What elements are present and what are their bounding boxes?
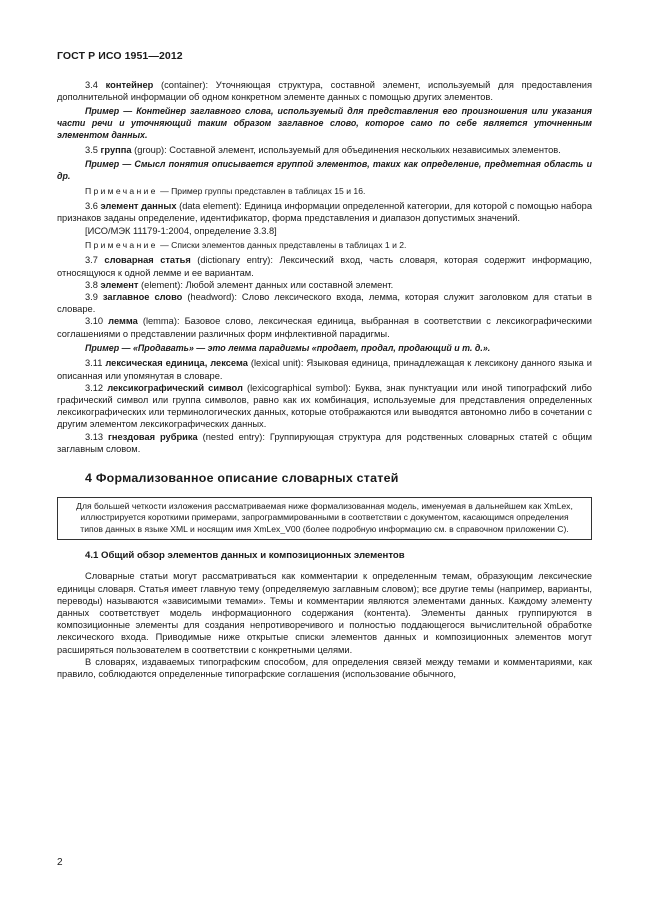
term-number: 3.4 xyxy=(85,80,106,90)
section-heading-4: 4 Формализованное описание словарных статей xyxy=(85,471,399,486)
term: элемент данных xyxy=(100,201,177,212)
example-3-5: Пример — Смысл понятия описывается группой элементов, таких как определение, предметная область и др. xyxy=(57,159,592,181)
term: словарная статья xyxy=(104,255,191,266)
term-number: 3.7 xyxy=(85,255,105,266)
term: лексическая единица, лексема xyxy=(105,358,248,369)
term: лексикографический символ xyxy=(107,382,243,393)
term-definition: (group): Составной элемент, используемый для объединения нескольких независимых элементов. xyxy=(131,145,561,156)
term-definition: (container): Уточняющая структура, составной элемент, используемый для предоставления дополнительной информации об одном конкретном элементе данных с помощью других элементов. xyxy=(57,80,592,103)
example-3-4: Пример — Контейнер заглавного слова, используемый для представления его произношения или указания части речи и уточняющий таким образом заглавное слово, которое само по себе является уточненным элементом данных. xyxy=(57,106,592,140)
term-number: 3.8 xyxy=(85,279,101,290)
term-definition: (element): Любой элемент данных или составной элемент. xyxy=(138,279,394,290)
term: контейнер xyxy=(105,80,154,90)
boxed-note: Для большей четкости изложения рассматриваемая ниже формализованная модель, именуемая в дальнейшем как XmLex, иллюстрируется короткими примерами, запрограммированными в соответствии с документом, касающимся определения типов данных в языке XML и носящим имя XmLex_V00 (более подробную информацию см. в справочном приложении С). xyxy=(57,497,592,540)
definition-3-12 xyxy=(57,382,592,431)
term-number: 3.13 xyxy=(85,431,109,442)
page-number: 2 xyxy=(57,857,63,868)
term: лемма xyxy=(108,316,138,327)
term-definition: (data element): Единица информации определенной категории, для которой с помощью набора признаков заданы определение, идентификатор, форма представления и диапазон допустимых значений. xyxy=(57,201,593,224)
paragraph-4-1-2: В словарях, издаваемых типографским способом, для определения связей между темами и комментариями, как правило, соблюдаются определенные типографские соглашения (использование обычного, xyxy=(57,656,592,680)
definition-3-13 xyxy=(57,431,592,455)
definition-3-11 xyxy=(57,357,592,381)
term-number: 3.11 xyxy=(85,358,106,369)
term-number: 3.6 xyxy=(85,201,101,212)
term: гнездовая рубрика xyxy=(108,431,198,442)
term-definition: (headword): Слово лексического входа, лемма, которая служит заголовком для статьи в словаре. xyxy=(57,291,592,315)
note-text: — Пример группы представлен в таблицах 15 и 16. xyxy=(157,185,366,196)
term-definition: (lemma): Базовое слово, лексическая единица, выбранная в соответствии с лексикографическими соглашениями о представлении различных форм инфлективной парадигмы. xyxy=(57,316,592,339)
definition-3-6 xyxy=(57,200,592,224)
term-definition: (lexical unit): Языковая единица, принадлежащая к лексикону данного языка и описанная или упомянутая в словаре. xyxy=(57,358,592,381)
term: группа xyxy=(100,145,132,156)
definition-3-5 xyxy=(57,144,592,156)
note-text: — Списки элементов данных представлены в таблицах 1 и 2. xyxy=(157,239,407,250)
term-definition: (nested entry): Группирующая структура для родственных словарных статей с общим заглавным словом. xyxy=(57,431,592,454)
page-content xyxy=(57,79,592,680)
reference-3-6: [ИСО/МЭК 11179-1:2004, определение 3.3.8] xyxy=(85,225,277,236)
term-number: 3.9 xyxy=(85,291,103,302)
term-number: 3.12 xyxy=(85,382,108,393)
example-3-10: Пример — «Продавать» — это лемма парадигмы «продает, продал, продающий и т. д.». xyxy=(85,342,491,353)
paragraph-4-1-1: Словарные статьи могут рассматриваться как комментарии к определенным темам, образующим лексические единицы словаря. Статья имеет главную тему (определяемую заглавным словом); все другие темы (например, варианты, переводы) называются «зависимыми темами». Темы и комментарии являются элементами данных. Каждому элементу данных соответствует модель информационного содержания (контента). Элементы данных группируются в композиционные элементы для создания непротиворечивого и полностью поддающегося вычислительной обработке лексического входа. Приводимые ниже открытые списки элементов данных и композиционных элементов могут расширяться пользователем в соответствии с конкретными целями. xyxy=(57,571,592,655)
term: заглавное слово xyxy=(102,291,183,302)
note-label: Примечание xyxy=(85,185,158,196)
term: элемент xyxy=(100,279,139,290)
definition-3-10 xyxy=(57,315,592,339)
term-definition: (lexicographical symbol): Буква, знак пунктуации или иной типографский либо графический символ или группа символов, равно как их комбинация, используемые для представления определенных лексикографических или терминологических данных, которые отображаются или выводятся автономно либо в сочетании с другим элементом лексикографических данных. xyxy=(57,382,592,430)
definition-3-4 xyxy=(57,79,592,103)
section-heading-4-1: 4.1 Общий обзор элементов данных и композиционных элементов xyxy=(85,550,405,562)
definition-3-8 xyxy=(57,279,592,291)
term-number: 3.10 xyxy=(85,316,109,327)
term-definition: (dictionary entry): Лексический вход, часть словаря, которая содержит информацию, относящуюся к одной лемме и ее вариантам. xyxy=(57,255,592,278)
term-number: 3.5 xyxy=(85,145,101,156)
note-label: Примечание xyxy=(85,239,158,250)
note-3-6 xyxy=(57,240,592,252)
definition-3-9 xyxy=(57,291,592,315)
running-header: ГОСТ Р ИСО 1951—2012 xyxy=(57,50,183,62)
note-3-5 xyxy=(57,186,592,198)
definition-3-7 xyxy=(57,254,592,278)
